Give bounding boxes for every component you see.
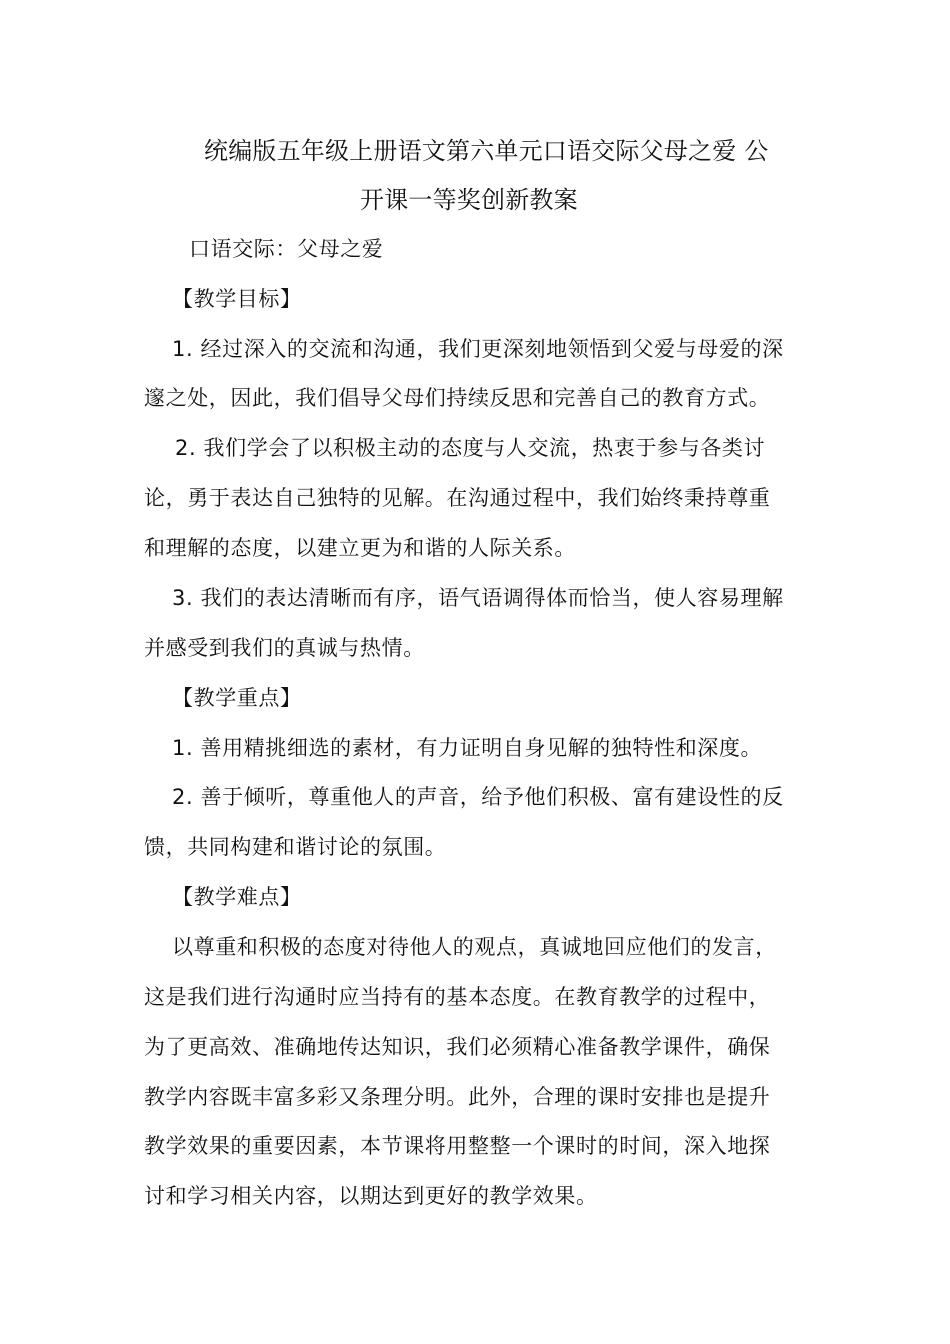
goal-item-2-line-3: 和理解的态度，以建立更为和谐的人际关系。 — [144, 536, 576, 560]
key-point-item-1: 1. 善用精挑细选的素材，有力证明自身见解的独特性和深度。 — [172, 736, 763, 760]
goal-item-3-line-2: 并感受到我们的真诚与热情。 — [144, 636, 425, 660]
document-subtitle: 口语交际：父母之爱 — [189, 237, 384, 261]
difficulty-line-2: 这是我们进行沟通时应当持有的基本态度。在教育教学的过程中， — [144, 985, 771, 1009]
difficulty-line-6: 讨和学习相关内容，以期达到更好的教学效果。 — [144, 1184, 598, 1208]
section-heading-difficulties: 【教学难点】 — [172, 885, 302, 909]
goal-item-1-line-1: 1. 经过深入的交流和沟通，我们更深刻地领悟到父爱与母爱的深 — [172, 337, 784, 361]
key-point-item-2-line-2: 馈，共同构建和谐讨论的氛围。 — [144, 835, 447, 859]
goal-item-2-line-2: 论，勇于表达自己独特的见解。在沟通过程中，我们始终秉持尊重 — [144, 486, 771, 510]
difficulty-line-4: 教学内容既丰富多彩又条理分明。此外，合理的课时安排也是提升 — [144, 1085, 771, 1109]
difficulty-line-3: 为了更高效、准确地传达知识，我们必须精心准备教学课件，确保 — [144, 1035, 771, 1059]
difficulty-line-1: 以尊重和积极的态度对待他人的观点，真诚地回应他们的发言， — [172, 935, 777, 959]
section-heading-key-points: 【教学重点】 — [172, 686, 302, 710]
document-title-line-1: 统编版五年级上册语文第六单元口语交际父母之爱 公 — [204, 137, 769, 165]
goal-item-2-line-1: 2. 我们学会了以积极主动的态度与人交流，热衷于参与各类讨 — [175, 436, 766, 460]
document-title-line-2: 开课一等奖创新教案 — [360, 186, 578, 214]
goal-item-3-line-1: 3. 我们的表达清晰而有序，语气语调得体而恰当，使人容易理解 — [172, 586, 784, 610]
goal-item-1-line-2: 邃之处，因此，我们倡导父母们持续反思和完善自己的教育方式。 — [144, 386, 771, 410]
difficulty-line-5: 教学效果的重要因素，本节课将用整整一个课时的时间，深入地探 — [144, 1134, 771, 1158]
section-heading-goals: 【教学目标】 — [172, 287, 302, 311]
key-point-item-2-line-1: 2. 善于倾听，尊重他人的声音，给予他们积极、富有建设性的反 — [172, 785, 784, 809]
